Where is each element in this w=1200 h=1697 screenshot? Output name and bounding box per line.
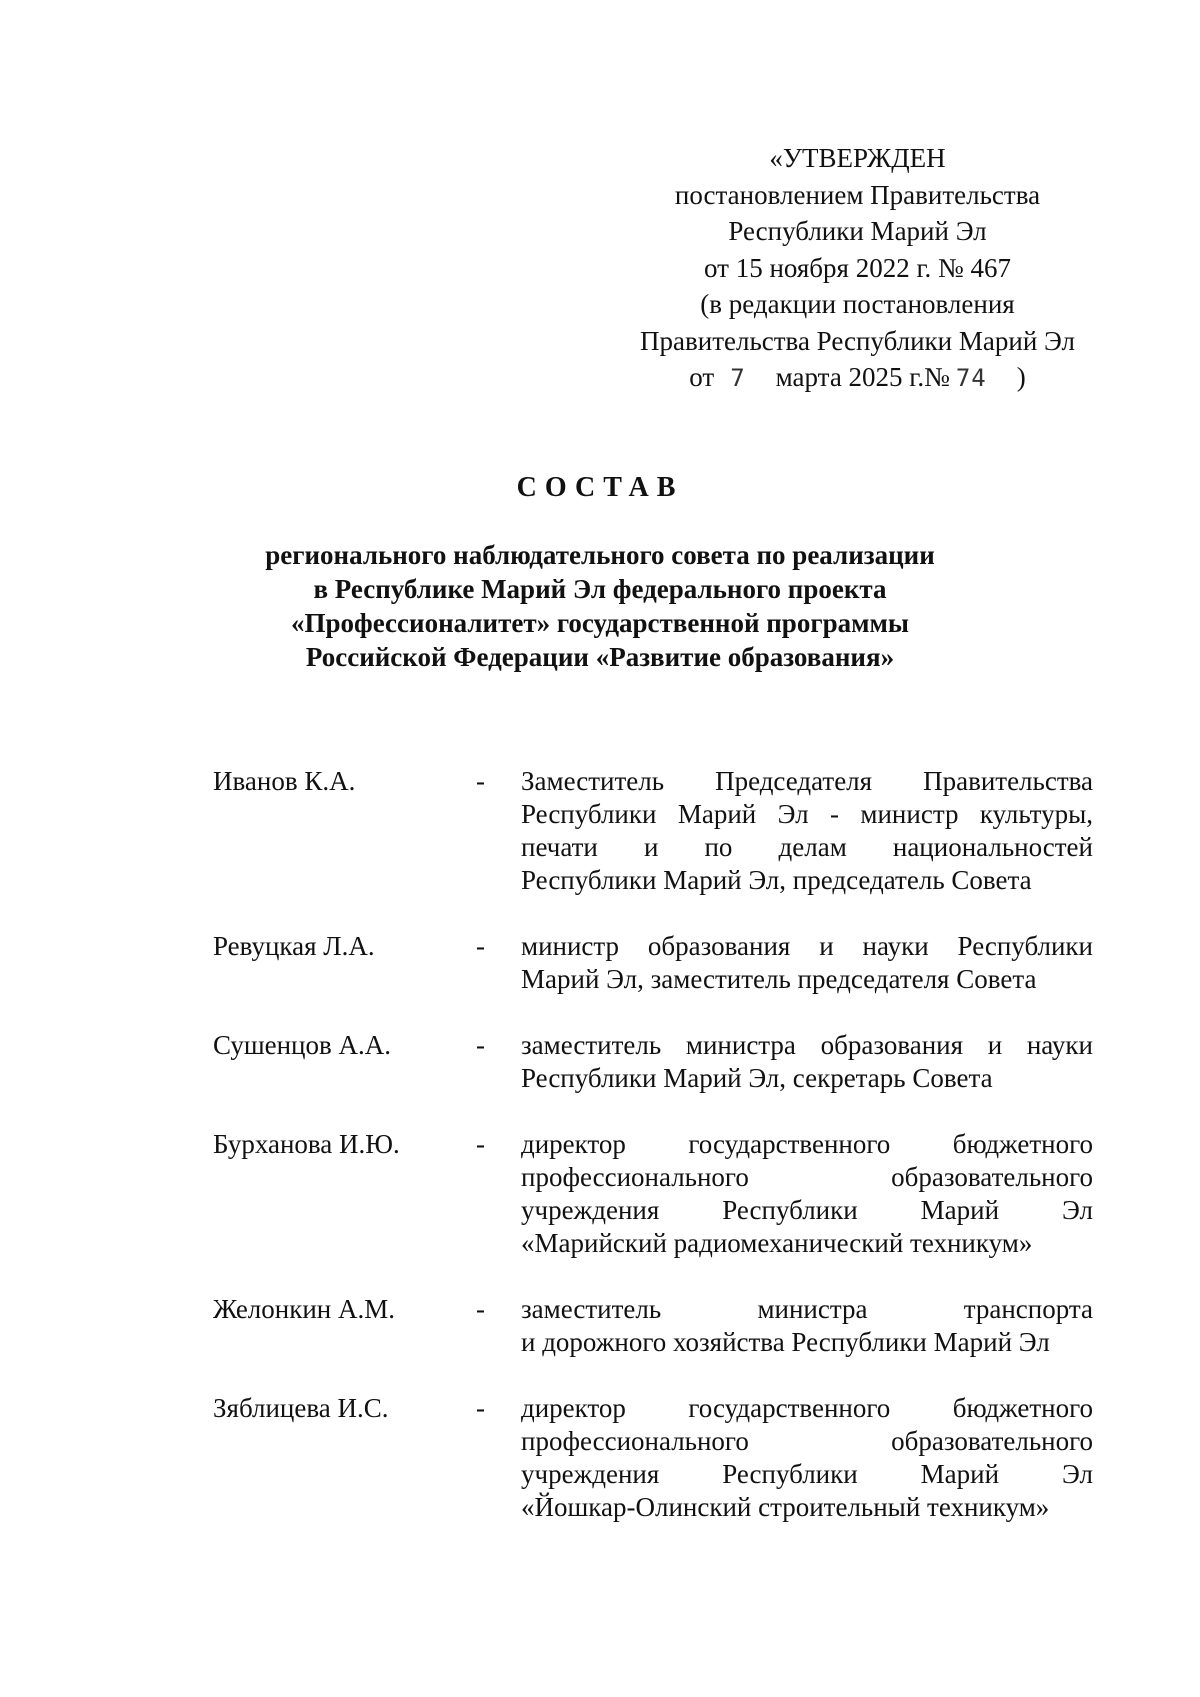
approval-line: от 15 ноября 2022 г. № 467 <box>704 252 1011 283</box>
member-name: Зяблицева И.С. <box>213 1393 389 1423</box>
role-line: директор государственного бюджетного <box>521 1129 1093 1159</box>
member-dash: - <box>476 766 485 796</box>
approval-date-line <box>620 359 1095 397</box>
date-prefix: от <box>689 362 715 392</box>
role-line: печати и по делам национальностей <box>521 832 1093 862</box>
role-line: Марий Эл, заместитель председателя Совета <box>521 964 1037 994</box>
date-middle: марта 2025 г.№ <box>775 362 950 392</box>
role-line: Республики Марий Эл, председатель Совета <box>521 865 1032 895</box>
approval-stamp-block <box>620 140 1095 397</box>
role-line: министр образования и науки Республики <box>521 931 1093 961</box>
role-line: Заместитель Председателя Правительства <box>521 766 1093 796</box>
member-row <box>213 1392 1093 1524</box>
subtitle-line: регионального наблюдательного совета по реализации <box>265 540 935 570</box>
member-name: Иванов К.А. <box>213 766 356 796</box>
member-dash: - <box>476 931 485 961</box>
role-line: заместитель министра образования и науки <box>521 1030 1093 1060</box>
role-line: Республики Марий Эл, секретарь Совета <box>521 1063 993 1093</box>
role-line: Республики Марий Эл - министр культуры, <box>521 799 1093 829</box>
member-role <box>521 930 1093 996</box>
role-line: «Йошкар-Олинский строительный техникум» <box>521 1492 1050 1522</box>
member-row <box>213 765 1093 897</box>
member-dash: - <box>476 1393 485 1423</box>
role-line: профессионального образовательного <box>521 1162 1093 1192</box>
document-subtitle <box>250 538 950 674</box>
role-line: профессионального образовательного <box>521 1426 1093 1456</box>
member-role <box>521 1392 1093 1524</box>
member-role <box>521 1029 1093 1095</box>
member-role <box>521 1293 1093 1359</box>
document-title: СОСТАВ <box>516 472 684 503</box>
member-role <box>521 765 1093 897</box>
role-line: учреждения Республики Марий Эл <box>521 1195 1093 1225</box>
member-name: Ревуцкая Л.А. <box>213 931 375 961</box>
role-line: и дорожного хозяйства Республики Марий Эл <box>521 1327 1050 1357</box>
member-dash: - <box>476 1129 485 1159</box>
member-name: Желонкин А.М. <box>213 1294 395 1324</box>
member-row <box>213 930 1093 996</box>
subtitle-line: «Профессионалитет» государственной программы <box>291 608 909 638</box>
member-row <box>213 1293 1093 1359</box>
member-role <box>521 1128 1093 1260</box>
role-line: директор государственного бюджетного <box>521 1393 1093 1423</box>
approval-line: постановлением Правительства <box>674 179 1041 210</box>
member-row <box>213 1128 1093 1260</box>
member-name: Бурханова И.Ю. <box>213 1129 400 1159</box>
handwritten-day: 7 <box>730 364 746 392</box>
role-line: заместитель министра транспорта <box>521 1294 1093 1324</box>
handwritten-number: 74 <box>955 364 987 392</box>
member-dash: - <box>476 1294 485 1324</box>
member-row <box>213 1029 1093 1095</box>
date-suffix: ) <box>1016 362 1026 392</box>
members-list <box>213 765 1093 1557</box>
role-line: учреждения Республики Марий Эл <box>521 1459 1093 1489</box>
approval-line: (в редакции постановления <box>700 289 1015 319</box>
role-line: «Марийский радиомеханический техникум» <box>521 1228 1033 1258</box>
approval-line: Республики Марий Эл <box>728 216 987 246</box>
approval-line: «УТВЕРЖДЕН <box>769 143 946 173</box>
subtitle-line: в Республике Марий Эл федерального проекта <box>313 574 887 604</box>
subtitle-line: Российской Федерации «Развитие образования» <box>305 642 895 672</box>
member-name: Сушенцов А.А. <box>213 1030 392 1060</box>
member-dash: - <box>476 1030 485 1060</box>
approval-line: Правительства Республики Марий Эл <box>640 325 1075 356</box>
